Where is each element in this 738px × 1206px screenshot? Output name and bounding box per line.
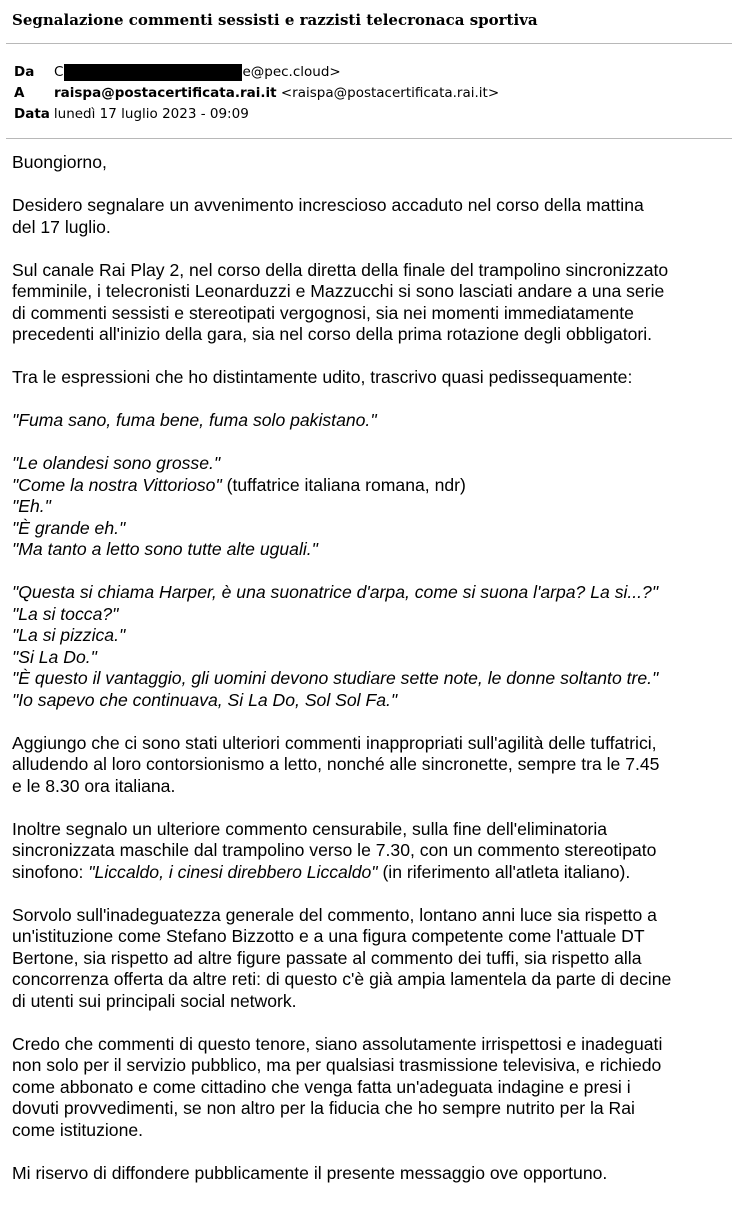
paragraph-4 [12, 733, 730, 798]
text-line: come istituzione. [12, 1119, 144, 1140]
paragraph-2 [12, 260, 730, 346]
text-line-with-quote [12, 862, 730, 884]
text-segment: sinofono: [12, 861, 89, 882]
text-line: femminile, i telecronisti Leonarduzzi e Mazzucchi si sono lasciati andare a una serie [12, 281, 665, 301]
quote-line: "Ma tanto a letto sono tutte alte uguali." [12, 539, 318, 559]
text-line: sincronizzata maschile dal trampolino verso le 7.30, con un commento stereotipato [12, 840, 657, 860]
text-segment: (in riferimento all'atleta italiano). [377, 861, 631, 882]
quote-line: "Le olandesi sono grosse." [12, 453, 221, 473]
text-line: alludendo al loro contorsionismo a letto, nonché alle sincronette, sempre tra le 7.45 [12, 754, 660, 774]
text-line: Buongiorno, [12, 152, 107, 172]
text-line: Tra le espressioni che ho distintamente udito, trascrivo quasi pedissequamente: [12, 367, 633, 387]
recipient-address[interactable] [54, 83, 499, 104]
quote-text: "Come la nostra Vittorioso" [12, 474, 222, 495]
email-body [12, 152, 730, 1206]
quote-line: "Questa si chiama Harper, è una suonatrice d'arpa, come si suona l'arpa? La si...?" [12, 582, 659, 602]
text-line: dovuti provvedimenti, se non altro per la fiducia che ho sempre nutrito per la Rai [12, 1098, 635, 1118]
paragraph-6 [12, 905, 730, 1013]
quote-line: "Si La Do." [12, 646, 97, 667]
quote-line: "Fuma sano, fuma bene, fuma solo pakistano." [12, 410, 377, 430]
quote-line: "La si pizzica." [12, 625, 126, 645]
to-row [14, 83, 728, 104]
text-line: come abbonato e come cittadino che venga fatta un'adeguata indagine e presi i [12, 1076, 631, 1097]
date-row [14, 104, 728, 125]
text-line: un'istituzione come Stefano Bizzotto e a una figura competente come l'attuale DT [12, 926, 645, 946]
text-line: Desidero segnalare un avvenimento increscioso accaduto nel corso della mattina [12, 195, 644, 215]
text-line: Sorvolo sull'inadeguatezza generale del commento, lontano anni luce sia rispetto a [12, 904, 657, 925]
text-line: Credo che commenti di questo tenore, siano assolutamente irrispettosi e inadeguati [12, 1033, 663, 1054]
paragraph-1 [12, 195, 730, 238]
quote-text: "Liccaldo, i cinesi direbbero Liccaldo" [88, 861, 378, 882]
text-line: e le 8.30 ora italiana. [12, 775, 176, 796]
quote-block-1 [12, 410, 730, 432]
quote-line: "Eh." [12, 496, 51, 516]
text-line: Mi riservo di diffondere pubblicamente il presente messaggio ove opportuno. [12, 1162, 608, 1183]
header-divider-bottom [6, 138, 732, 139]
from-label: Da [14, 64, 35, 80]
date-label: Data [14, 106, 50, 122]
quote-line-with-note [12, 475, 730, 497]
to-label: A [14, 85, 25, 101]
email-headers [14, 62, 728, 125]
date-value: lunedì 17 luglio 2023 - 09:09 [53, 106, 249, 122]
paragraph-3 [12, 367, 730, 389]
email-subject: Segnalazione commenti sessisti e razzisti telecronaca sportiva [12, 11, 538, 29]
text-line: Bertone, sia rispetto ad altre figure passate al commento dei tuffi, sia rispetto alla [12, 947, 642, 968]
text-line: Sul canale Rai Play 2, nel corso della diretta della finale del trampolino sincronizzato [12, 259, 669, 280]
from-row [14, 62, 728, 83]
sender-suffix: e@pec.cloud> [242, 64, 341, 80]
text-line: del 17 luglio. [12, 216, 111, 237]
text-line: precedenti all'inizio della gara, sia nel corso della prima rotazione degli obbligatori. [12, 324, 653, 344]
quote-line: "La si tocca?" [12, 603, 119, 624]
quote-block-3 [12, 582, 730, 711]
recipient-email: <raispa@postacertificata.rai.it> [280, 85, 500, 101]
text-line: concorrenza offerta da altre reti: di questo c'è già ampia lamentela da parte di decine [12, 969, 672, 989]
quote-line: "È grande eh." [12, 517, 126, 538]
sender-address[interactable] [54, 62, 341, 83]
text-line: Aggiungo che ci sono stati ulteriori commenti inappropriati sull'agilità delle tuffatrici, [12, 732, 657, 753]
text-line: di commenti sessisti e stereotipati vergognosi, sia nei momenti immediatamente [12, 302, 634, 323]
header-divider-top [6, 43, 732, 44]
paragraph-8 [12, 1163, 730, 1185]
text-line: non solo per il servizio pubblico, ma per qualsiasi trasmissione televisiva, e richiedo [12, 1055, 662, 1075]
redaction-bar [64, 64, 242, 81]
paragraph-5 [12, 819, 730, 884]
sender-prefix: C [54, 64, 64, 80]
greeting [12, 152, 730, 174]
quote-block-2 [12, 453, 730, 561]
quote-line: "È questo il vantaggio, gli uomini devono studiare sette note, le donne soltanto tre." [12, 668, 659, 688]
text-line: di utenti sui principali social network. [12, 990, 297, 1011]
paragraph-7 [12, 1034, 730, 1142]
editor-note: (tuffatrice italiana romana, ndr) [221, 474, 466, 495]
recipient-name: raispa@postacertificata.rai.it [54, 85, 277, 101]
text-line: Inoltre segnalo un ulteriore commento censurabile, sulla fine dell'eliminatoria [12, 818, 608, 839]
quote-line: "Io sapevo che continuava, Si La Do, Sol Sol Fa." [12, 689, 398, 710]
